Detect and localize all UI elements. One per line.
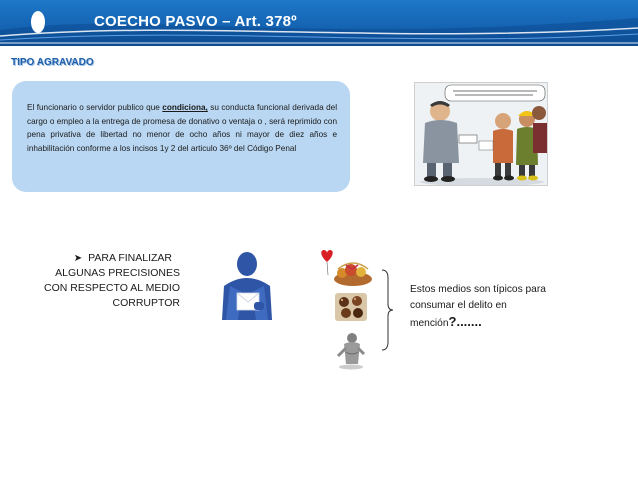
gift-basket-icon [332, 259, 374, 287]
means-statement: Estos medios son típicos para consumar el delito en mención [410, 284, 546, 329]
bribery-cartoon [414, 82, 548, 186]
final-heading-line-2: ALGUNAS PRECISIONES [55, 267, 180, 279]
means-emphasis: ?....... [448, 314, 482, 329]
final-heading [20, 251, 180, 311]
arrow-bullet-icon: ➤ [73, 253, 83, 264]
final-heading-line-1: ➤ PARA FINALIZAR [73, 252, 172, 264]
slide-title: COECHO PASVO – Art. 378º [94, 13, 297, 30]
chocolates-icon [334, 292, 368, 322]
header-banner [0, 0, 638, 46]
man-holding-envelope-icon [216, 252, 278, 322]
section-subtitle: TIPO AGRAVADO [11, 57, 94, 68]
definition-part-1: El funcionario o servidor publico que [27, 103, 163, 112]
cartoon-illustration [415, 83, 548, 186]
definition-keyword: condiciona, [162, 103, 208, 112]
figurine-icon [334, 330, 368, 370]
final-heading-line-3: CON RESPECTO AL MEDIO [44, 282, 180, 294]
definition-text [27, 101, 337, 155]
final-heading-line-4: CORRUPTOR [112, 297, 180, 309]
definition-part-2: su conducta funcional derivada del cargo o empleo a la entrega de promesa de donativo o ventaja o , será reprimido con pena privativa de libertad no menor de ocho años ni mayor de diez años e inhabilitación conforme a los incisos 1y 2 del articulo 36º del Código Penal [27, 103, 338, 153]
header-oval-icon [31, 11, 45, 33]
means-text [410, 282, 560, 332]
curly-brace [380, 268, 394, 352]
